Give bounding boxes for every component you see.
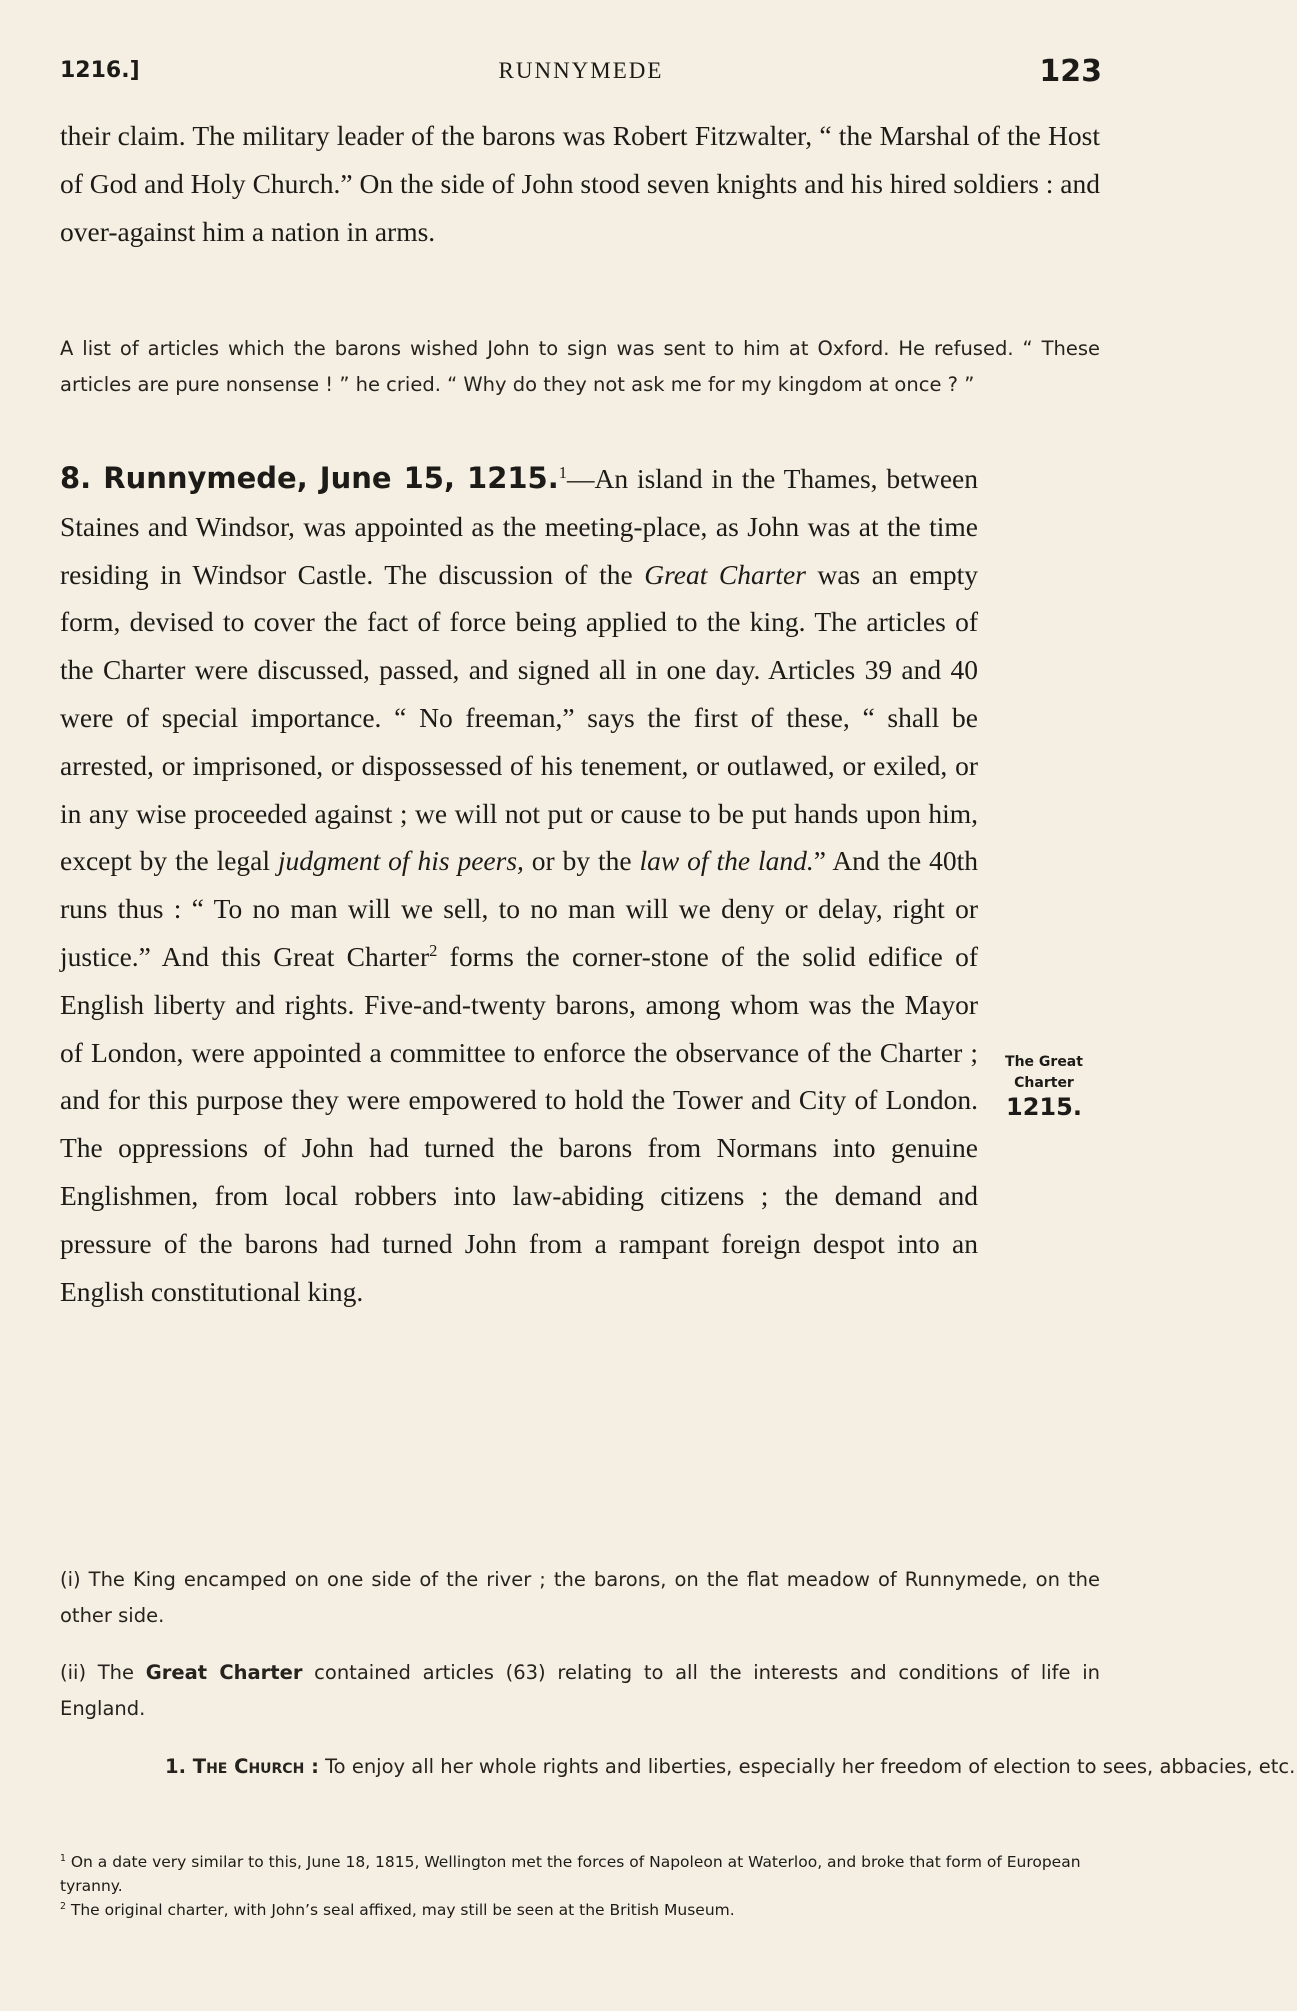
header-title: RUNNYMEDE	[498, 58, 664, 83]
section-text: or by the	[523, 845, 640, 877]
note-i: (i) The King encamped on one side of the river ; the barons, on the flat meadow of Runnymede, on the other side.	[60, 1568, 1100, 1627]
note-ii-bold: Great Charter	[145, 1661, 303, 1684]
section-8	[60, 455, 978, 1315]
section-text: —An island in the Thames, between Staines and Windsor, was appointed as the meeting-place, as John was at the time residing in Windsor Castle. The discussion of the	[60, 463, 978, 590]
header-date: 1216.]	[60, 58, 140, 83]
note-oxford: A list of articles which the barons wished John to sign was sent to him at Oxford. He refused. “ These articles are pure nonsense ! ” he cried. “ Why do they not ask me for my kingdom at once ? ”	[60, 337, 1100, 396]
page-number: 123	[1039, 54, 1102, 89]
footnote-1	[60, 1850, 1100, 1898]
footnote-1-text: On a date very similar to this, June 18, 1815, Wellington met the forces of Napoleon at Waterloo, and broke that form of European tyranny.	[60, 1853, 1081, 1895]
note-ii	[60, 1655, 1100, 1727]
item-text: To enjoy all her whole rights and liberties, especially her freedom of election to sees, abbacies, etc.	[318, 1755, 1296, 1778]
footnote-ref-1[interactable]: 1	[558, 462, 568, 482]
paragraph-1: their claim. The military leader of the barons was Robert Fitzwalter, “ the Marshal of the Host of God and Holy Church.” On the side of John stood seven knights and his hired soldiers : and over-against him a nation in arms.	[60, 120, 1100, 247]
note-ii-text: contained articles (63) relating to all the interests and conditions of life in England.	[60, 1661, 1100, 1720]
section-text: forms the corner-stone of the solid edifice of English liberty and rights. Five-and-twenty barons, among whom was the Mayor of London, were appointed a committee to enforce the observance of the Charter ; and for this purpose they were empowered to hold the Tower and City of London. The oppressions of John had turned the barons from Normans into genuine Englishmen, from local robbers into law-abiding citizens ; the demand and pressure of the barons had turned John from a rampant foreign despot into an English constitutional king.	[60, 940, 978, 1307]
margin-note-line2: Charter	[1014, 1075, 1074, 1091]
item-label: 1. The Church :	[165, 1755, 319, 1778]
law-italic: law of the land.	[639, 845, 814, 877]
footnote-2-text: The original charter, with John’s seal affixed, may still be seen at the British Museum.	[65, 1901, 735, 1919]
section-text: was an empty form, devised to cover the fact of force being applied to the king. The articles of the Charter were discussed, passed, and signed all in one day. Articles 39 and 40 were of special importance. “ No freeman,” says the first of these, “ shall be arrested, or imprisoned, or dispossessed of his tenement, or outlawed, or exiled, or in any wise proceeded against ; we will not put or cause to be put hands upon him, except by the legal	[60, 558, 978, 877]
margin-note-year: 1215.	[1006, 1093, 1082, 1121]
footnotes	[60, 1850, 1100, 1922]
footnote-1-mark: 1	[60, 1852, 66, 1864]
section-heading: 8. Runnymede, June 15, 1215.	[60, 461, 559, 495]
judgment-italic: judgment of his peers,	[277, 845, 524, 877]
note-ii-text: (ii) The	[60, 1661, 146, 1684]
footnote-ref-2[interactable]: 2	[429, 940, 438, 960]
great-charter-italic: Great Charter	[644, 558, 806, 590]
margin-note-line1: The Great	[1005, 1054, 1083, 1070]
footnote-2-mark: 2	[60, 1900, 66, 1912]
running-header	[60, 54, 1102, 94]
section-text: ” And the 40th runs thus : “ To no man will we sell, to no man will we deny or delay, right or justice.” And this Great Charter	[60, 845, 978, 972]
footnote-2	[60, 1898, 1100, 1922]
margin-note	[985, 1052, 1103, 1120]
note-item-church	[165, 1749, 1297, 1785]
